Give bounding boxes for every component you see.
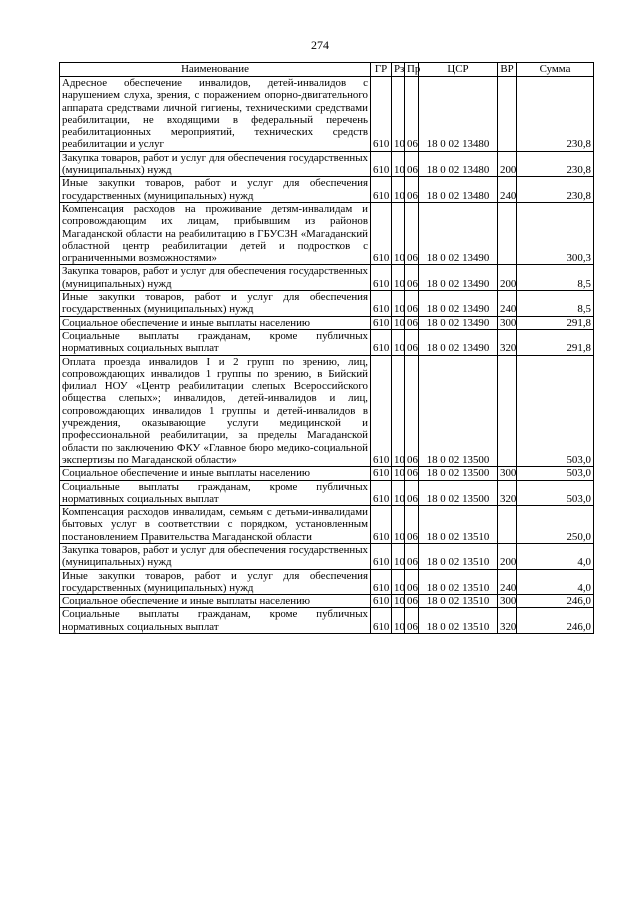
row-rz: 10 (392, 177, 405, 203)
header-csr: ЦСР (419, 63, 498, 77)
table-header-row (60, 63, 594, 77)
row-sum: 503,0 (517, 480, 594, 506)
table-row (60, 543, 594, 569)
row-gr: 610 (371, 608, 392, 634)
row-vr (498, 202, 517, 264)
row-csr: 18 0 02 13510 (419, 569, 498, 595)
header-rz: Рз (392, 63, 405, 77)
row-gr: 610 (371, 506, 392, 544)
row-vr: 320 (498, 608, 517, 634)
row-name: Адресное обеспечение инвалидов, детей-инвалидов с нарушением слуха, зрения, с поражением опорно-двигательного аппарата средствами личной гигиены, техническими средствами реабилитации, не входящими в федеральный перечень реабилитационных мероприятий, технических средств реабилитации и услуг (60, 77, 371, 152)
row-pr: 06 (405, 291, 419, 317)
table-row (60, 467, 594, 480)
row-vr: 200 (498, 265, 517, 291)
row-name: Социальные выплаты гражданам, кроме публичных нормативных социальных выплат (60, 608, 371, 634)
row-csr: 18 0 02 13510 (419, 608, 498, 634)
header-name: Наименование (60, 63, 371, 77)
row-rz: 10 (392, 355, 405, 467)
table-row (60, 177, 594, 203)
table-row (60, 506, 594, 544)
row-name: Социальное обеспечение и иные выплаты населению (60, 467, 371, 480)
row-rz: 10 (392, 569, 405, 595)
row-vr: 320 (498, 480, 517, 506)
row-sum: 246,0 (517, 608, 594, 634)
row-name: Компенсация расходов на проживание детям-инвалидам и сопровождающим их лицам, прибывшим из районов Магаданской области на реабилитацию в ГБУСЗН «Магаданский областной центр реабилитации детей и подростков с ограниченными возможностями» (60, 202, 371, 264)
row-vr: 300 (498, 316, 517, 329)
header-gr: ГР (371, 63, 392, 77)
row-gr: 610 (371, 329, 392, 355)
table-row (60, 608, 594, 634)
row-vr (498, 506, 517, 544)
row-gr: 610 (371, 291, 392, 317)
row-gr: 610 (371, 202, 392, 264)
row-csr: 18 0 02 13480 (419, 177, 498, 203)
row-vr: 300 (498, 595, 517, 608)
row-csr: 18 0 02 13490 (419, 265, 498, 291)
row-gr: 610 (371, 467, 392, 480)
row-name: Закупка товаров, работ и услуг для обеспечения государственных (муниципальных) нужд (60, 543, 371, 569)
row-name: Социальное обеспечение и иные выплаты населению (60, 316, 371, 329)
row-name: Закупка товаров, работ и услуг для обеспечения государственных (муниципальных) нужд (60, 265, 371, 291)
row-sum: 230,8 (517, 77, 594, 152)
row-sum: 8,5 (517, 291, 594, 317)
row-pr: 06 (405, 506, 419, 544)
row-pr: 06 (405, 543, 419, 569)
row-gr: 610 (371, 480, 392, 506)
row-pr: 06 (405, 151, 419, 177)
row-vr (498, 77, 517, 152)
row-csr: 18 0 02 13510 (419, 595, 498, 608)
row-csr: 18 0 02 13490 (419, 202, 498, 264)
row-rz: 10 (392, 77, 405, 152)
row-csr: 18 0 02 13490 (419, 291, 498, 317)
row-csr: 18 0 02 13480 (419, 77, 498, 152)
row-rz: 10 (392, 329, 405, 355)
row-sum: 230,8 (517, 177, 594, 203)
row-sum: 291,8 (517, 329, 594, 355)
row-rz: 10 (392, 316, 405, 329)
row-gr: 610 (371, 316, 392, 329)
row-gr: 610 (371, 265, 392, 291)
row-vr: 200 (498, 151, 517, 177)
row-pr: 06 (405, 316, 419, 329)
row-name: Иные закупки товаров, работ и услуг для обеспечения государственных (муниципальных) нужд (60, 569, 371, 595)
row-name: Оплата проезда инвалидов I и 2 групп по зрению, лиц, сопровождающих инвалидов 1 группы по зрению, в Бийский филиал НОУ «Центр реабилитации слепых Всероссийского общества слепых»; инвалидов, детей-инвалидов и лиц, сопровождающих инвалидов 1 группы и детей-инвалидов в учреждения, оказывающие услуги медицинской и профессиональной реабилитации, за пределы Магаданской области по заключению ФКУ «Главное бюро медико-социальной экспертизы по Магаданской области» (60, 355, 371, 467)
row-pr: 06 (405, 608, 419, 634)
table-row (60, 595, 594, 608)
row-rz: 10 (392, 202, 405, 264)
row-csr: 18 0 02 13510 (419, 506, 498, 544)
row-pr: 06 (405, 480, 419, 506)
row-name: Социальные выплаты гражданам, кроме публичных нормативных социальных выплат (60, 329, 371, 355)
row-pr: 06 (405, 265, 419, 291)
row-csr: 18 0 02 13480 (419, 151, 498, 177)
row-name: Социальные выплаты гражданам, кроме публичных нормативных социальных выплат (60, 480, 371, 506)
table-row (60, 202, 594, 264)
row-rz: 10 (392, 467, 405, 480)
row-rz: 10 (392, 480, 405, 506)
row-rz: 10 (392, 608, 405, 634)
row-vr: 200 (498, 543, 517, 569)
row-name: Иные закупки товаров, работ и услуг для обеспечения государственных (муниципальных) нужд (60, 291, 371, 317)
row-pr: 06 (405, 77, 419, 152)
row-sum: 4,0 (517, 569, 594, 595)
table-row (60, 291, 594, 317)
row-rz: 10 (392, 543, 405, 569)
row-name: Иные закупки товаров, работ и услуг для обеспечения государственных (муниципальных) нужд (60, 177, 371, 203)
budget-table (59, 62, 594, 634)
row-vr: 300 (498, 467, 517, 480)
row-gr: 610 (371, 595, 392, 608)
row-vr: 320 (498, 329, 517, 355)
header-vr: ВР (498, 63, 517, 77)
row-pr: 06 (405, 569, 419, 595)
row-csr: 18 0 02 13500 (419, 480, 498, 506)
row-rz: 10 (392, 291, 405, 317)
row-csr: 18 0 02 13500 (419, 355, 498, 467)
row-pr: 06 (405, 355, 419, 467)
row-pr: 06 (405, 467, 419, 480)
row-sum: 503,0 (517, 355, 594, 467)
row-vr: 240 (498, 177, 517, 203)
row-gr: 610 (371, 151, 392, 177)
row-name: Социальное обеспечение и иные выплаты населению (60, 595, 371, 608)
row-rz: 10 (392, 595, 405, 608)
table-row (60, 480, 594, 506)
header-pr: Пр (405, 63, 419, 77)
row-rz: 10 (392, 265, 405, 291)
header-sum: Сумма (517, 63, 594, 77)
row-rz: 10 (392, 151, 405, 177)
row-gr: 610 (371, 355, 392, 467)
row-sum: 291,8 (517, 316, 594, 329)
row-sum: 300,3 (517, 202, 594, 264)
row-csr: 18 0 02 13500 (419, 467, 498, 480)
row-name: Закупка товаров, работ и услуг для обеспечения государственных (муниципальных) нужд (60, 151, 371, 177)
row-csr: 18 0 02 13510 (419, 543, 498, 569)
row-sum: 246,0 (517, 595, 594, 608)
row-pr: 06 (405, 202, 419, 264)
row-sum: 503,0 (517, 467, 594, 480)
row-csr: 18 0 02 13490 (419, 329, 498, 355)
row-pr: 06 (405, 595, 419, 608)
row-vr: 240 (498, 291, 517, 317)
page-number: 274 (311, 38, 329, 52)
row-pr: 06 (405, 329, 419, 355)
table-row (60, 355, 594, 467)
row-sum: 8,5 (517, 265, 594, 291)
table-row (60, 569, 594, 595)
table-row (60, 316, 594, 329)
row-sum: 250,0 (517, 506, 594, 544)
row-rz: 10 (392, 506, 405, 544)
table-row (60, 77, 594, 152)
row-vr: 240 (498, 569, 517, 595)
row-gr: 610 (371, 77, 392, 152)
row-sum: 230,8 (517, 151, 594, 177)
row-gr: 610 (371, 569, 392, 595)
row-gr: 610 (371, 177, 392, 203)
row-csr: 18 0 02 13490 (419, 316, 498, 329)
row-vr (498, 355, 517, 467)
row-sum: 4,0 (517, 543, 594, 569)
row-name: Компенсация расходов инвалидам, семьям с детьми-инвалидами бытовых услуг в соответствии с порядком, установленным постановлением Правительства Магаданской области (60, 506, 371, 544)
row-gr: 610 (371, 543, 392, 569)
table-row (60, 151, 594, 177)
table-row (60, 329, 594, 355)
row-pr: 06 (405, 177, 419, 203)
table-row (60, 265, 594, 291)
